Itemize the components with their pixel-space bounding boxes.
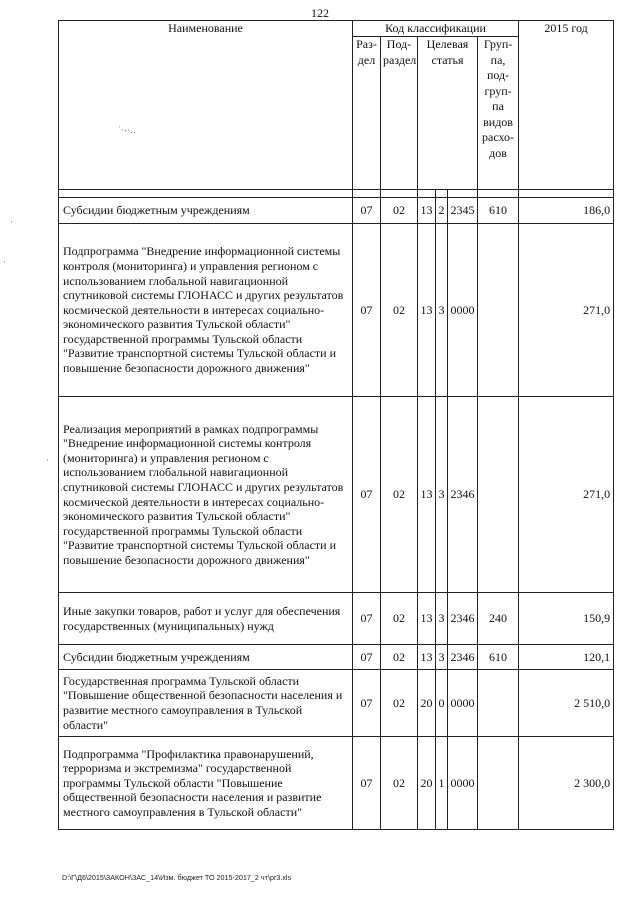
row-target-article-1: 13: [418, 224, 436, 397]
row-section: 07: [353, 397, 381, 593]
row-target-article-3: 0000: [448, 670, 478, 737]
row-target-article-3: 2346: [448, 397, 478, 593]
row-amount: 186,0: [519, 198, 614, 224]
row-amount: 2 300,0: [519, 737, 614, 830]
table-row: [59, 593, 614, 645]
row-section: 07: [353, 645, 381, 670]
table-row: [59, 224, 614, 397]
budget-table: [58, 20, 614, 830]
row-expense-type: [478, 737, 519, 830]
row-name: Иные закупки товаров, работ и услуг для обеспечения государственных (муниципальных) нужд: [59, 593, 353, 645]
row-target-article-3: 2346: [448, 645, 478, 670]
table-row: [59, 397, 614, 593]
row-amount: 271,0: [519, 397, 614, 593]
spacer-cell: [59, 190, 353, 198]
row-target-article-1: 13: [418, 593, 436, 645]
row-subsection: 02: [381, 224, 418, 397]
row-section: 07: [353, 198, 381, 224]
row-section: 07: [353, 224, 381, 397]
row-target-article-1: 20: [418, 737, 436, 830]
spacer-cell: [418, 190, 436, 198]
row-target-article-1: 13: [418, 397, 436, 593]
scan-speck: ˙·-·‥: [118, 125, 136, 135]
row-target-article-3: 0000: [448, 224, 478, 397]
spacer-cell: [478, 190, 519, 198]
header-name: Наименование: [59, 21, 353, 190]
page-number: 122: [311, 6, 329, 20]
row-expense-type: 240: [478, 593, 519, 645]
row-name: Субсидии бюджетным учреждениям: [59, 198, 353, 224]
scan-speck: ·: [10, 217, 13, 227]
row-target-article-3: 2346: [448, 593, 478, 645]
row-expense-type: 610: [478, 198, 519, 224]
row-target-article-2: 3: [436, 645, 448, 670]
row-expense-type: [478, 397, 519, 593]
row-subsection: 02: [381, 645, 418, 670]
table-row: [59, 670, 614, 737]
row-name: Подпрограмма "Профилактика правонарушений, терроризма и экстремизма" государственной программы Тульской области "Повышение общественной безопасности населения и развитие местного самоуправления в Тульской области": [59, 737, 353, 830]
row-target-article-2: 3: [436, 397, 448, 593]
scan-speck: ·: [60, 485, 63, 495]
header-subsection: Под- раздел: [381, 37, 418, 190]
header-classification: Код классификации: [353, 21, 519, 37]
row-subsection: 02: [381, 670, 418, 737]
row-amount: 150,9: [519, 593, 614, 645]
row-target-article-1: 13: [418, 198, 436, 224]
row-expense-type: [478, 670, 519, 737]
row-amount: 271,0: [519, 224, 614, 397]
spacer-cell: [448, 190, 478, 198]
row-target-article-3: 0000: [448, 737, 478, 830]
row-name: Реализация мероприятий в рамках подпрограммы "Внедрение информационной системы контроля (мониторинга) и управления регионом с использованием глобальной навигационной спутниковой системы ГЛОНАСС и других результатов космической деятельности в интересах социально-экономического развития Тульской области" государственной программы Тульской области "Развитие транспортной системы Тульской области и повышение безопасности дорожного движения": [59, 397, 353, 593]
table-body: [59, 198, 614, 830]
spacer-cell: [519, 190, 614, 198]
row-amount: 120,1: [519, 645, 614, 670]
row-amount: 2 510,0: [519, 670, 614, 737]
row-target-article-3: 2345: [448, 198, 478, 224]
spacer-cell: [436, 190, 448, 198]
row-target-article-2: 3: [436, 224, 448, 397]
row-section: 07: [353, 737, 381, 830]
header-year: 2015 год: [519, 21, 614, 190]
file-path-footer: D:\Г\Д6\2015\ЗАКОН\ЗАС_14\Изм. бюджет ТО 2015-2017_2 чт\pr3.xls: [62, 873, 292, 882]
row-name: Государственная программа Тульской области "Повышение общественной безопасности населения и развитие местного самоуправления в Тульской области": [59, 670, 353, 737]
row-subsection: 02: [381, 198, 418, 224]
spacer-cell: [353, 190, 381, 198]
row-section: 07: [353, 670, 381, 737]
scan-speck: ·: [3, 257, 6, 267]
row-name: Подпрограмма "Внедрение информационной системы контроля (мониторинга) и управления регионом с использованием глобальной навигационной спутниковой системы ГЛОНАСС и других результатов космической деятельности в интересах социально-экономического развития Тульской области" государственной программы Тульской области "Развитие транспортной системы Тульской области и повышение безопасности дорожного движения": [59, 224, 353, 397]
row-target-article-2: 0: [436, 670, 448, 737]
table-row: [59, 198, 614, 224]
row-target-article-2: 1: [436, 737, 448, 830]
row-target-article-1: 20: [418, 670, 436, 737]
row-expense-type: 610: [478, 645, 519, 670]
row-subsection: 02: [381, 593, 418, 645]
table-row: [59, 645, 614, 670]
header-expense-type: Груп- па, под- груп- па видов расхо- дов: [478, 37, 519, 190]
row-subsection: 02: [381, 397, 418, 593]
spacer-cell: [381, 190, 418, 198]
row-subsection: 02: [381, 737, 418, 830]
row-target-article-2: 2: [436, 198, 448, 224]
row-target-article-1: 13: [418, 645, 436, 670]
scan-speck: ·: [46, 455, 49, 465]
header-target-article: Целевая статья: [418, 37, 478, 190]
row-section: 07: [353, 593, 381, 645]
header-section: Раз- дел: [353, 37, 381, 190]
row-expense-type: [478, 224, 519, 397]
row-target-article-2: 3: [436, 593, 448, 645]
row-name: Субсидии бюджетным учреждениям: [59, 645, 353, 670]
table-row: [59, 737, 614, 830]
